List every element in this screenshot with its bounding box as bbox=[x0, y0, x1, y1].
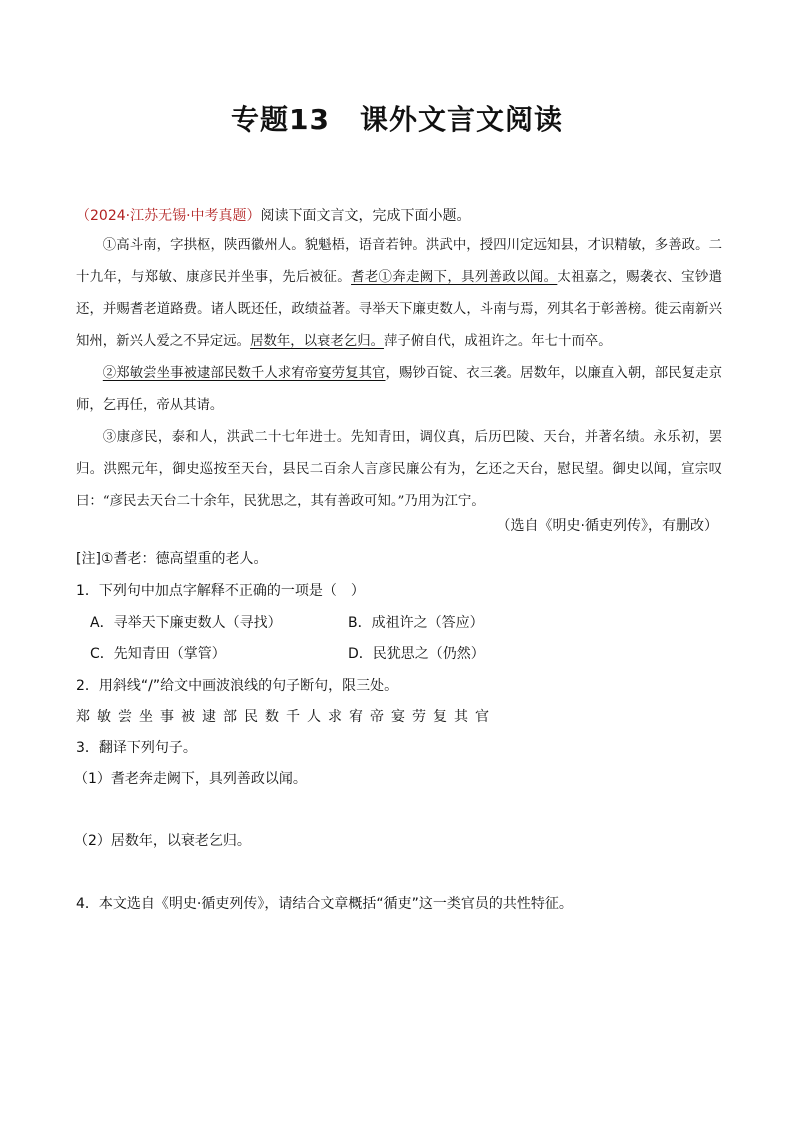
underlined-sentence-1: 耆老①奔走阙下，具列善政以闻。 bbox=[351, 270, 558, 285]
question-4-stem: 4．本文选自《明史·循吏列传》，请结合文章概括“循吏”这一类官员的共性特征。 bbox=[76, 896, 573, 912]
passage bbox=[76, 230, 722, 518]
instruction-text: 阅读下面文言文，完成下面小题。 bbox=[260, 208, 471, 224]
annotation-note: [注]①耆老：德高望重的老人。 bbox=[76, 551, 268, 567]
passage-paragraph-1: ①高斗南，字拱枢，陕西徽州人。貌魁梧，语音若钟。洪武中，授四川定远知县，才识精敏，多善政。二十九年，与郑敏、康彦民并坐事，先后被征。耆老①奔走阙下，具列善政以闻。太祖嘉之，赐袭衣、宝钞遣还，并赐耆老道路费。诸人既还任，政绩益著。寻举天下廉吏数人，斗南与焉，列其名于彰善榜。徙云南新兴知州，新兴人爱之不异定远。居数年，以衰老乞归。萍子俯自代，成祖许之。年七十而卒。 bbox=[76, 238, 723, 349]
title-number: 专题13 bbox=[231, 103, 330, 136]
passage-paragraph-2: ②郑敏尝坐事被逮部民数千人求宥帝宴劳复其官，赐钞百锭、衣三袭。居数年，以廉直入朝，部民复走京师，乞再任，帝从其请。 bbox=[76, 366, 723, 413]
option-b: B．成祖许之（答应） bbox=[348, 615, 484, 631]
question-2-stem: 2．用斜线“/”给文中画波浪线的句子断句，限三处。 bbox=[76, 678, 399, 694]
question-3-sentence-2: （2）居数年，以衰老乞归。 bbox=[74, 833, 251, 849]
page-title bbox=[0, 98, 794, 138]
underlined-sentence-2: 居数年，以衰老乞归。 bbox=[250, 334, 384, 349]
question-3-sentence-1: （1）耆老奔走阙下，具列善政以闻。 bbox=[74, 771, 307, 787]
option-c: C．先知青田（掌管） bbox=[90, 646, 226, 662]
intro-line bbox=[76, 205, 471, 225]
citation: （选自《明史·循吏列传》，有删改） bbox=[496, 518, 718, 534]
title-text: 课外文言文阅读 bbox=[359, 103, 563, 136]
question-1-stem: 1．下列句中加点字解释不正确的一项是（ ） bbox=[76, 583, 365, 599]
option-a: A．寻举天下廉吏数人（寻找） bbox=[90, 615, 282, 631]
question-2-sentence: 郑敏尝坐事被逮部民数千人求宥帝宴劳复其官 bbox=[76, 709, 496, 725]
question-3-stem: 3．翻译下列句子。 bbox=[76, 740, 197, 756]
source-tag: （2024·江苏无锡·中考真题） bbox=[76, 208, 261, 224]
wavy-sentence: ②郑敏尝坐事被逮部民数千人求宥帝宴劳复其官 bbox=[102, 366, 386, 381]
option-d: D．民犹思之（仍然） bbox=[348, 646, 485, 662]
passage-paragraph-3: ③康彦民，泰和人，洪武二十七年进士。先知青田，调仪真，后历巴陵、天台，并著名绩。永乐初，罢归。洪熙元年，御史巡按至天台，县民二百余人言彦民廉公有为，乞还之天台，慰民望。御史以闻，宣宗叹曰：“彦民去天台二十余年，民犹思之，其有善政可知。”乃用为江宁。 bbox=[76, 430, 722, 509]
